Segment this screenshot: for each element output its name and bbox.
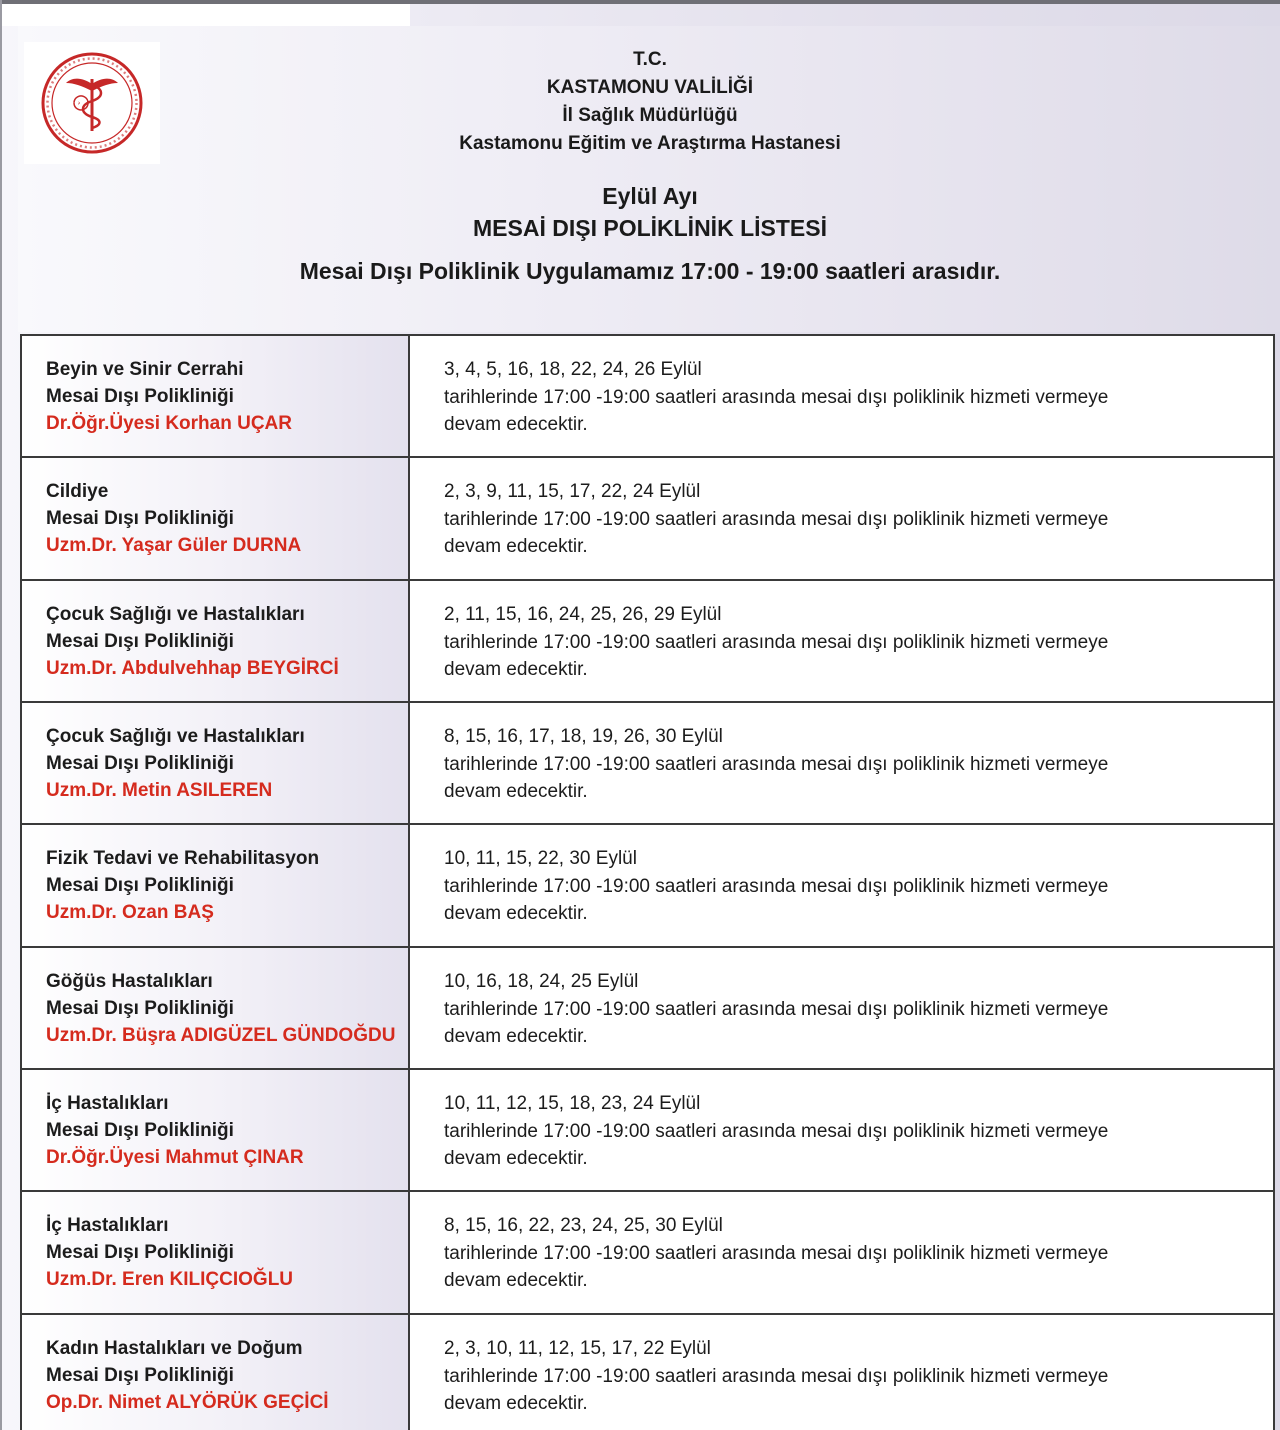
schedule-cell — [409, 824, 1274, 947]
clinic-label: Mesai Dışı Polikliniği — [46, 1365, 234, 1386]
dates-text: 2, 3, 9, 11, 15, 17, 22, 24 Eylül — [444, 481, 701, 502]
header-text — [300, 46, 1000, 244]
dates-text: 10, 11, 15, 22, 30 Eylül — [444, 848, 637, 869]
clinic-label: Mesai Dışı Polikliniği — [46, 875, 234, 896]
table-row — [21, 1191, 1274, 1314]
ministry-of-health-seal-icon — [40, 51, 144, 155]
description-text: tarihlerinde 17:00 -19:00 saatleri arasında mesai dışı poliklinik hizmeti vermeye — [444, 1365, 1109, 1387]
clinic-cell — [21, 457, 409, 580]
clinic-cell — [21, 702, 409, 824]
schedule-body — [21, 335, 1274, 1430]
dates-text: 3, 4, 5, 16, 18, 22, 24, 26 Eylül — [444, 359, 702, 380]
continuation-text: devam edecektir. — [444, 903, 588, 924]
department-name: İç Hastalıkları — [46, 1215, 169, 1236]
subtitle: Mesai Dışı Poliklinik Uygulamamız 17:00 - 19:00 saatleri arasıdır. — [299, 258, 1001, 284]
doctor-name: Uzm.Dr. Büşra ADIGÜZEL GÜNDOĞDU — [46, 1025, 396, 1046]
description-text: tarihlerinde 17:00 -19:00 saatleri arasında mesai dışı poliklinik hizmeti vermeye — [444, 631, 1109, 653]
description-text: tarihlerinde 17:00 -19:00 saatleri arasında mesai dışı poliklinik hizmeti vermeye — [444, 508, 1109, 530]
department-name: Fizik Tedavi ve Rehabilitasyon — [46, 848, 320, 869]
department-name: Göğüs Hastalıkları — [46, 971, 213, 992]
department-name: Çocuk Sağlığı ve Hastalıkları — [46, 726, 305, 747]
dates-text: 10, 11, 12, 15, 18, 23, 24 Eylül — [444, 1093, 701, 1114]
description-text: tarihlerinde 17:00 -19:00 saatleri arasında mesai dışı poliklinik hizmeti vermeye — [444, 753, 1109, 775]
clinic-label: Mesai Dışı Polikliniği — [46, 508, 234, 529]
schedule-cell — [409, 1191, 1274, 1314]
clinic-cell — [21, 824, 409, 947]
dates-text: 2, 3, 10, 11, 12, 15, 17, 22 Eylül — [444, 1338, 711, 1359]
doctor-name: Dr.Öğr.Üyesi Mahmut ÇINAR — [46, 1147, 304, 1168]
continuation-text: devam edecektir. — [444, 781, 588, 802]
dates-text: 8, 15, 16, 17, 18, 19, 26, 30 Eylül — [444, 726, 723, 747]
table-row — [21, 702, 1274, 824]
list-title: MESAİ DIŞI POLİKLİNİK LİSTESİ — [473, 215, 827, 241]
table-row — [21, 335, 1274, 457]
logo — [24, 42, 160, 164]
continuation-text: devam edecektir. — [444, 1270, 588, 1291]
continuation-text: devam edecektir. — [444, 659, 588, 680]
table-row — [21, 580, 1274, 702]
continuation-text: devam edecektir. — [444, 1026, 588, 1047]
doctor-name: Uzm.Dr. Eren KILIÇCIOĞLU — [46, 1269, 294, 1290]
description-text: tarihlerinde 17:00 -19:00 saatleri arasında mesai dışı poliklinik hizmeti vermeye — [444, 1242, 1109, 1264]
clinic-label: Mesai Dışı Polikliniği — [46, 1120, 234, 1141]
clinic-cell — [21, 335, 409, 457]
dates-text: 10, 16, 18, 24, 25 Eylül — [444, 971, 639, 992]
left-border — [0, 0, 2, 1430]
clinic-cell — [21, 580, 409, 702]
description-text: tarihlerinde 17:00 -19:00 saatleri arasında mesai dışı poliklinik hizmeti vermeye — [444, 386, 1109, 408]
doctor-name: Uzm.Dr. Metin ASILEREN — [46, 780, 273, 801]
month-title: Eylül Ayı — [602, 183, 698, 209]
dates-text: 2, 11, 15, 16, 24, 25, 26, 29 Eylül — [444, 604, 722, 625]
schedule-cell — [409, 335, 1274, 457]
clinic-label: Mesai Dışı Polikliniği — [46, 386, 234, 407]
schedule-cell — [409, 580, 1274, 702]
table-row — [21, 1069, 1274, 1191]
header-line1: T.C. — [633, 49, 667, 70]
clinic-cell — [21, 1191, 409, 1314]
department-name: Kadın Hastalıkları ve Doğum — [46, 1338, 303, 1359]
schedule-table — [20, 334, 1275, 1430]
schedule-cell — [409, 457, 1274, 580]
schedule-cell — [409, 947, 1274, 1069]
schedule-cell — [409, 1314, 1274, 1430]
doctor-name: Op.Dr. Nimet ALYÖRÜK GEÇİCİ — [46, 1392, 329, 1413]
department-name: Çocuk Sağlığı ve Hastalıkları — [46, 604, 305, 625]
description-text: tarihlerinde 17:00 -19:00 saatleri arasında mesai dışı poliklinik hizmeti vermeye — [444, 1120, 1109, 1142]
schedule-cell — [409, 1069, 1274, 1191]
table-row — [21, 947, 1274, 1069]
dates-text: 8, 15, 16, 22, 23, 24, 25, 30 Eylül — [444, 1215, 723, 1236]
table-row — [21, 824, 1274, 947]
clinic-label: Mesai Dışı Polikliniği — [46, 998, 234, 1019]
continuation-text: devam edecektir. — [444, 536, 588, 557]
header-line2: KASTAMONU VALİLİĞİ — [546, 77, 754, 98]
continuation-text: devam edecektir. — [444, 1393, 588, 1414]
clinic-label: Mesai Dışı Polikliniği — [46, 631, 234, 652]
doctor-name: Dr.Öğr.Üyesi Korhan UÇAR — [46, 413, 292, 434]
description-text: tarihlerinde 17:00 -19:00 saatleri arasında mesai dışı poliklinik hizmeti vermeye — [444, 875, 1109, 897]
clinic-cell — [21, 1314, 409, 1430]
continuation-text: devam edecektir. — [444, 414, 588, 435]
description-text: tarihlerinde 17:00 -19:00 saatleri arasında mesai dışı poliklinik hizmeti vermeye — [444, 998, 1109, 1020]
clinic-label: Mesai Dışı Polikliniği — [46, 1242, 234, 1263]
clinic-cell — [21, 1069, 409, 1191]
doctor-name: Uzm.Dr. Yaşar Güler DURNA — [46, 535, 302, 556]
clinic-cell — [21, 947, 409, 1069]
department-name: Cildiye — [46, 481, 109, 502]
top-left-band — [2, 4, 410, 26]
continuation-text: devam edecektir. — [444, 1148, 588, 1169]
clinic-label: Mesai Dışı Polikliniği — [46, 753, 234, 774]
department-name: İç Hastalıkları — [46, 1093, 169, 1114]
doctor-name: Uzm.Dr. Abdulvehhap BEYGİRCİ — [46, 658, 339, 679]
schedule-cell — [409, 702, 1274, 824]
header-line3: İl Sağlık Müdürlüğü — [562, 105, 738, 126]
doctor-name: Uzm.Dr. Ozan BAŞ — [46, 902, 214, 923]
department-name: Beyin ve Sinir Cerrahi — [46, 359, 244, 380]
header-line4: Kastamonu Eğitim ve Araştırma Hastanesi — [459, 133, 841, 154]
table-row — [21, 1314, 1274, 1430]
table-row — [21, 457, 1274, 580]
